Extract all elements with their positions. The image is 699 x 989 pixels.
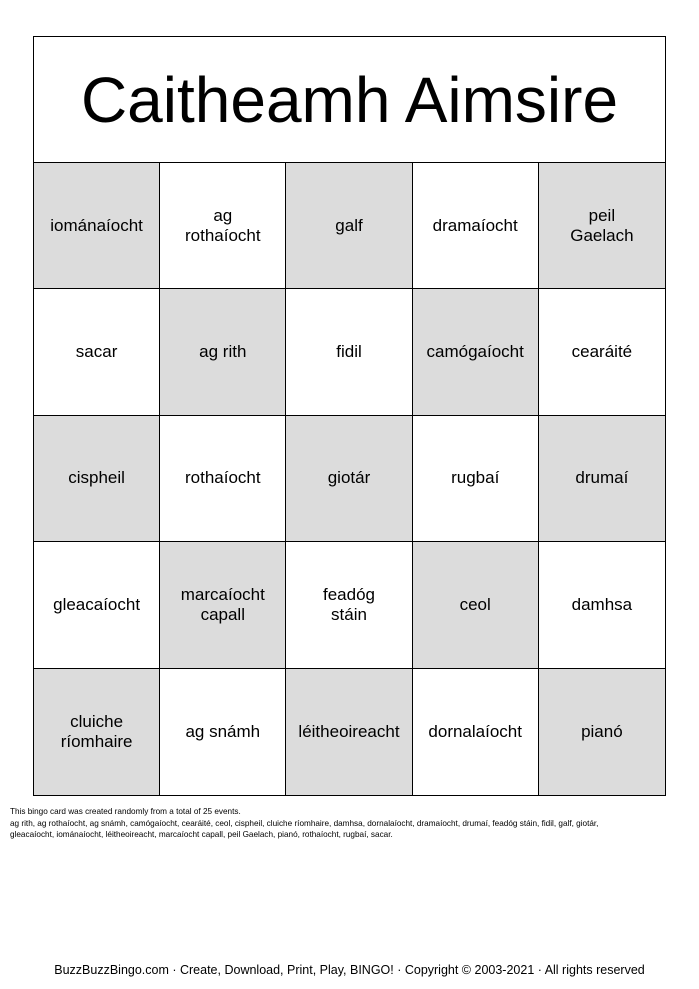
bingo-cell: [539, 163, 665, 289]
bingo-cell-label: galf: [335, 215, 363, 235]
info-events-line-1: ag rith, ag rothaíocht, ag snámh, camógaíocht, cearáité, ceol, cispheil, cluiche ríomhaire, damhsa, dornalaíocht, dramaíocht, drumaí, feadóg stáin, fidil, galf, giotár,: [10, 818, 599, 828]
bingo-cell: [286, 163, 412, 289]
bingo-cell-label: fidil: [336, 342, 362, 362]
bingo-cell-label: peil Gaelach: [570, 205, 634, 245]
bingo-cell: [34, 542, 160, 668]
info-summary: This bingo card was created randomly from a total of 25 events.: [10, 807, 241, 816]
bingo-cell: [160, 669, 286, 795]
bingo-cell-label: pianó: [581, 721, 623, 741]
bingo-cell-label: ag rothaíocht: [184, 205, 261, 245]
bingo-cell-label: ceol: [459, 594, 491, 614]
bingo-cell: [413, 542, 539, 668]
info-events-line-2: gleacaíocht, iománaíocht, léitheoireacht, marcaíocht capall, peil Gaelach, pianó, rothaíocht, rugbaí, sacar.: [10, 830, 393, 839]
bingo-cell-label: ag snámh: [185, 721, 261, 741]
bingo-cell: [286, 542, 412, 668]
bingo-cell: [34, 416, 160, 542]
bingo-cell: [413, 163, 539, 289]
bingo-cell: [286, 289, 412, 415]
bingo-cell-label: cispheil: [68, 468, 125, 488]
bingo-cell-label: léitheoireacht: [298, 721, 400, 741]
bingo-cell: [413, 669, 539, 795]
bingo-cell: [539, 416, 665, 542]
bingo-cell: [34, 163, 160, 289]
card-info: [10, 806, 690, 841]
bingo-cell: [286, 669, 412, 795]
bingo-cell-label: ag rith: [199, 342, 247, 362]
bingo-cell: [160, 542, 286, 668]
bingo-cell-label: marcaíocht capall: [180, 584, 265, 624]
bingo-cell-label: cearáité: [571, 342, 633, 362]
bingo-cell: [413, 289, 539, 415]
bingo-cell-label: drumaí: [575, 468, 629, 488]
bingo-cell-label: sacar: [75, 342, 118, 362]
bingo-cell-label: dornalaíocht: [428, 721, 522, 741]
bingo-cell: [413, 416, 539, 542]
bingo-cell-label: rothaíocht: [184, 468, 261, 488]
bingo-cell: [539, 542, 665, 668]
bingo-cell: [34, 289, 160, 415]
bingo-cell: [34, 669, 160, 795]
bingo-cell-label: iománaíocht: [50, 215, 143, 235]
card-title: Caitheamh Aimsire: [34, 37, 665, 163]
bingo-cell-label: rugbaí: [451, 468, 500, 488]
bingo-cell-label: dramaíocht: [432, 215, 518, 235]
bingo-cell: [539, 289, 665, 415]
bingo-cell-label: camógaíocht: [426, 342, 524, 362]
bingo-grid: [34, 163, 665, 795]
bingo-cell: [286, 416, 412, 542]
bingo-cell-label: feadóg stáin: [322, 584, 375, 624]
bingo-cell: [539, 669, 665, 795]
bingo-cell-label: giotár: [327, 468, 371, 488]
bingo-cell: [160, 163, 286, 289]
site-footer: BuzzBuzzBingo.com · Create, Download, Print, Play, BINGO! · Copyright © 2003-2021 · All rights reserved: [54, 963, 645, 977]
bingo-cell-label: cluiche ríomhaire: [60, 711, 133, 751]
bingo-cell: [160, 289, 286, 415]
bingo-cell-label: damhsa: [571, 594, 633, 614]
bingo-cell: [160, 416, 286, 542]
bingo-cell-label: gleacaíocht: [53, 594, 141, 614]
bingo-card: [33, 36, 666, 796]
